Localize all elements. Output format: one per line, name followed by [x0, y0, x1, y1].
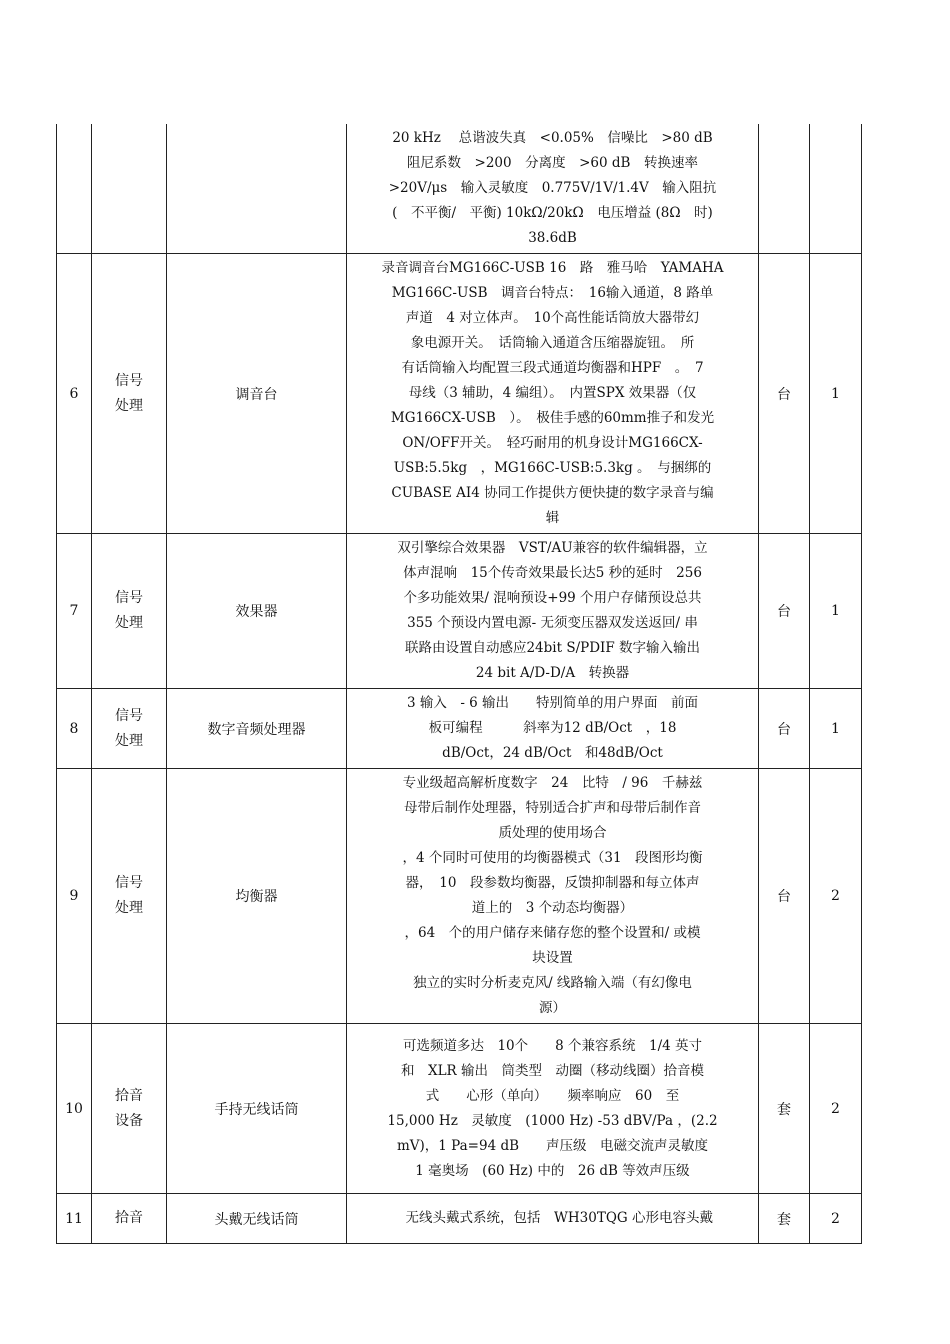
item-description: 录音调音台MG166C-USB 16 路 雅马哈 YAMAHA MG166C-USB 调音台特点： 16输入通道，8 路单 声道 4 对立体声。 10个高性能话筒放大器带幻 象电源开关。 话筒输入通道含压缩器旋钮。 所 有话筒输入均配置三段式通道均衡器和HPF 。 7 母线（3 辅助，4 编组）。 内置SPX 效果器（仅 MG166CX-USB ）。 极佳手感的60mm推子和发光 ON/OFF开关。 轻巧耐用的机身设计MG166CX- USB:5.5kg ，MG166C-USB:5.3kg 。 与捆绑的 CUBASE AI4 协同工作提供方便快捷的数字录音与编 辑: [347, 254, 759, 534]
item-category: 信号 处理: [92, 689, 167, 769]
item-quantity: 1: [810, 689, 862, 769]
item-name: 手持无线话筒: [167, 1024, 347, 1194]
item-number: 8: [57, 689, 92, 769]
item-name: 头戴无线话筒: [167, 1194, 347, 1244]
equipment-spec-table: [56, 124, 862, 1244]
item-category: [92, 124, 167, 254]
item-description: 专业级超高解析度数字 24 比特 / 96 千赫兹 母带后制作处理器，特别适合扩声和母带后制作音 质处理的使用场合 ，4 个同时可使用的均衡器模式（31 段图形均衡 器， 10 段参数均衡器，反馈抑制器和每立体声 道上的 3 个动态均衡器） ，64 个的用户储存来储存您的整个设置和/ 或模 块设置 独立的实时分析麦克风/ 线路输入端（有幻像电 源）: [347, 769, 759, 1024]
item-description: 无线头戴式系统，包括 WH30TQG 心形电容头戴: [347, 1194, 759, 1244]
item-name: [167, 124, 347, 254]
item-name: 均衡器: [167, 769, 347, 1024]
item-quantity: 2: [810, 1194, 862, 1244]
table-row: [57, 1194, 862, 1244]
item-quantity: 1: [810, 254, 862, 534]
item-category: 拾音: [92, 1194, 167, 1244]
item-number: 11: [57, 1194, 92, 1244]
item-quantity: 2: [810, 769, 862, 1024]
item-unit: 台: [759, 769, 810, 1024]
item-number: [57, 124, 92, 254]
item-number: 10: [57, 1024, 92, 1194]
item-number: 9: [57, 769, 92, 1024]
table-row: [57, 1024, 862, 1194]
item-category: 信号 处理: [92, 534, 167, 689]
item-unit: 台: [759, 689, 810, 769]
item-category: 信号 处理: [92, 254, 167, 534]
item-name: 数字音频处理器: [167, 689, 347, 769]
item-description: 20 kHz 总谐波失真 <0.05% 信噪比 >80 dB 阻尼系数 >200 分离度 >60 dB 转换速率 >20V/μs 输入灵敏度 0.775V/1V/1.4V 输入阻抗 ( 不平衡/ 平衡) 10kΩ/20kΩ 电压增益 (8Ω 时) 38.6dB: [347, 124, 759, 254]
item-category: 拾音 设备: [92, 1024, 167, 1194]
item-description: 双引擎综合效果器 VST/AU兼容的软件编辑器，立 体声混响 15个传奇效果最长达5 秒的延时 256 个多功能效果/ 混响预设+99 个用户存储预设总共 355 个预设内置电源- 无须变压器双发送返回/ 串 联路由设置自动感应24bit S/PDIF 数字输入输出 24 bit A/D-D/A 转换器: [347, 534, 759, 689]
item-name: 调音台: [167, 254, 347, 534]
item-quantity: 2: [810, 1024, 862, 1194]
item-number: 7: [57, 534, 92, 689]
table-row: [57, 769, 862, 1024]
table-row: [57, 689, 862, 769]
item-category: 信号 处理: [92, 769, 167, 1024]
item-quantity: [810, 124, 862, 254]
item-unit: 台: [759, 254, 810, 534]
item-unit: 套: [759, 1024, 810, 1194]
table-row: [57, 254, 862, 534]
item-name: 效果器: [167, 534, 347, 689]
item-unit: [759, 124, 810, 254]
item-unit: 套: [759, 1194, 810, 1244]
table-row: [57, 534, 862, 689]
item-number: 6: [57, 254, 92, 534]
item-unit: 台: [759, 534, 810, 689]
item-quantity: 1: [810, 534, 862, 689]
item-description: 3 输入 - 6 输出 特别简单的用户界面 前面 板可编程 斜率为12 dB/Oct ，18 dB/Oct，24 dB/Oct 和48dB/Oct: [347, 689, 759, 769]
table-row: [57, 124, 862, 254]
item-description: 可选频道多达 10个 8 个兼容系统 1/4 英寸 和 XLR 输出 筒类型 动圈（移动线圈）拾音模 式 心形（单向） 频率响应 60 至 15,000 Hz 灵敏度 (1000 Hz) -53 dBV/Pa ，(2.2 mV)，1 Pa=94 dB 声压级 电磁交流声灵敏度 1 毫奥场 (60 Hz) 中的 26 dB 等效声压级: [347, 1024, 759, 1194]
